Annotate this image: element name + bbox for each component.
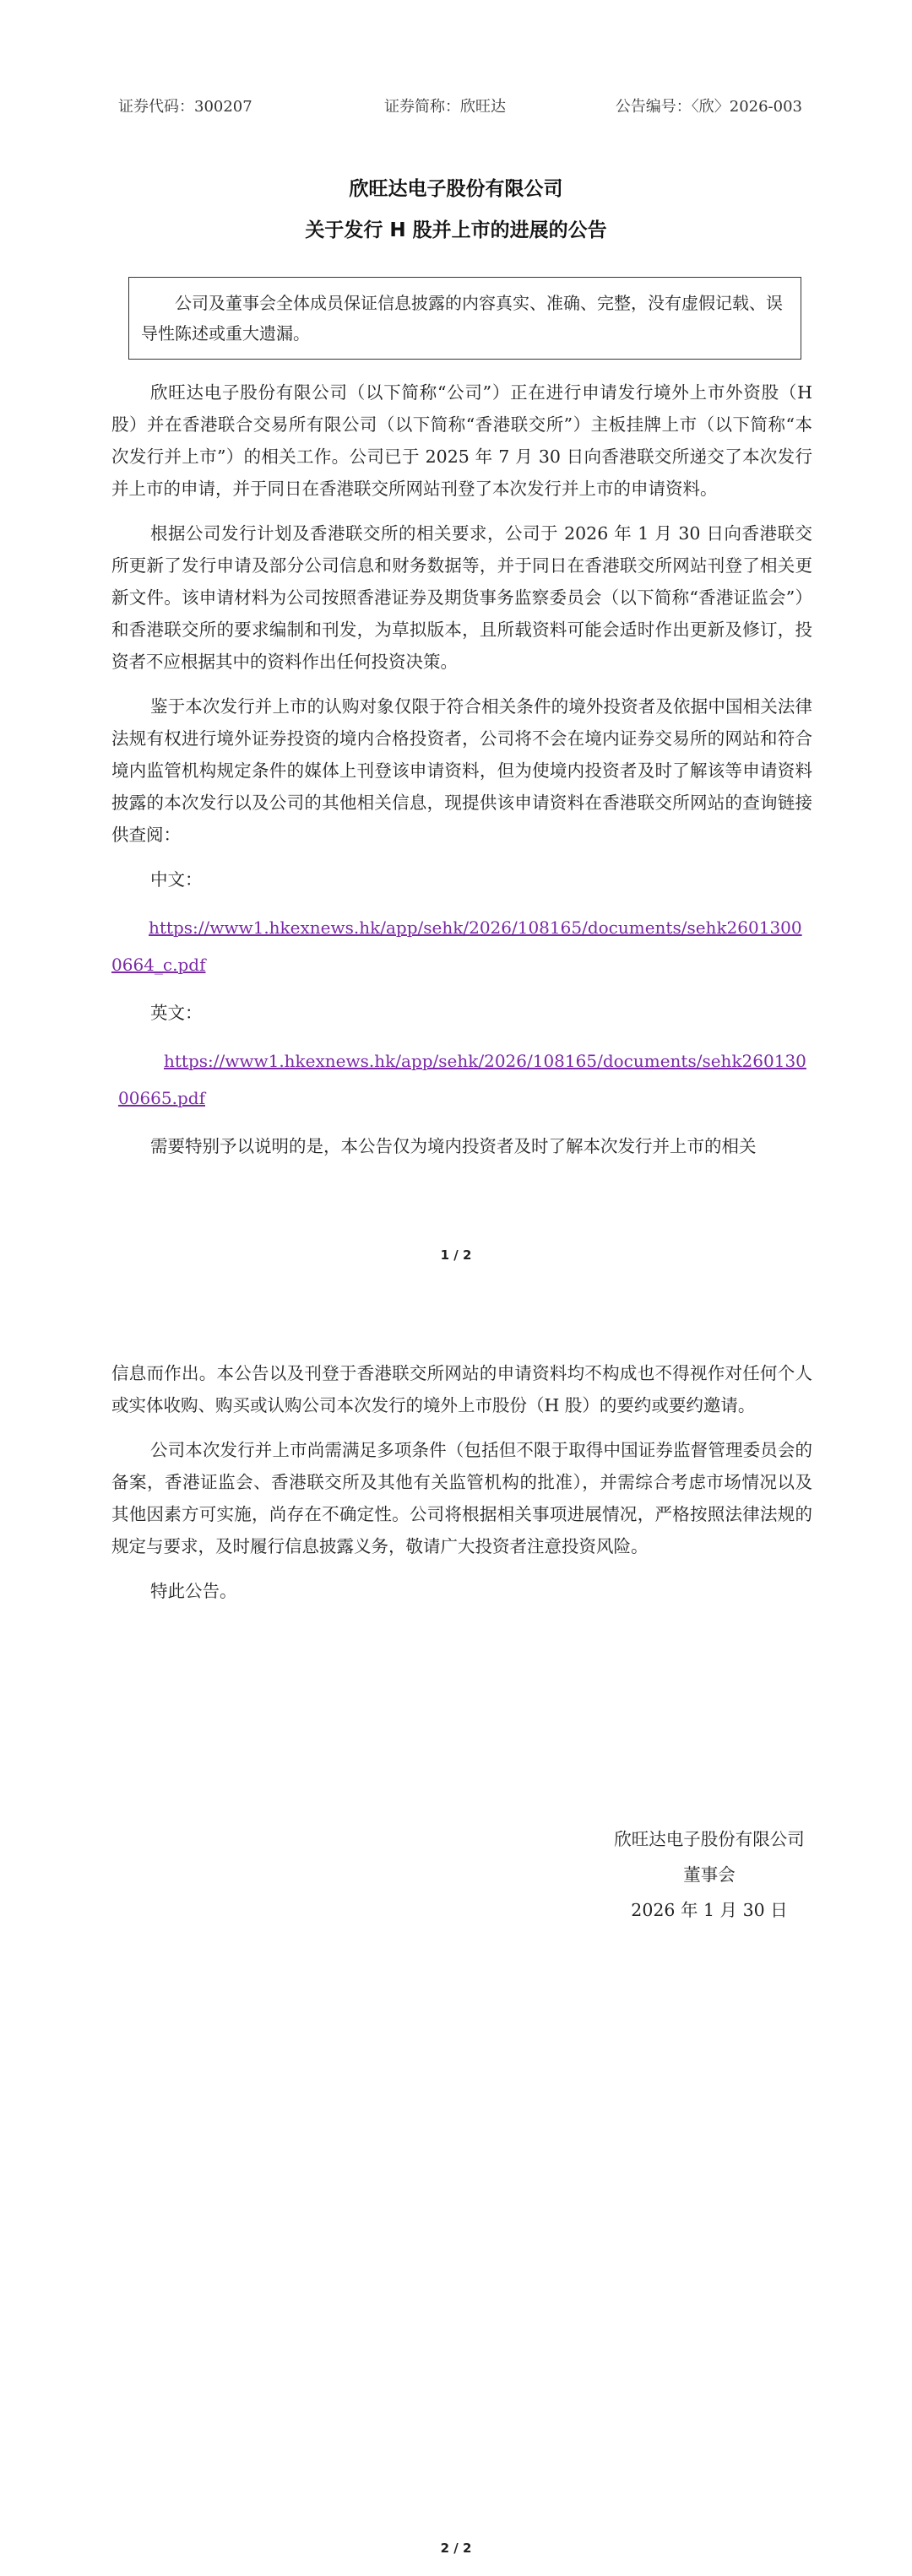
paragraph-update: 根据公司发行计划及香港联交所的相关要求，公司于 2026 年 1 月 30 日向香港联交所更新了发行申请及部分公司信息和财务数据等，并于同日在香港联交所网站刊登了相关更新文件。该申请材料为公司按照香港证券及期货事务监察委员会（以下简称“香港证监会”）和香港联交所的要求编制和刊发，为草拟版本，且所载资料可能会适时作出更新及修订，投资者不应根据其中的资料作出任何投资决策。 bbox=[111, 523, 812, 672]
signature-board: 董事会 bbox=[683, 1864, 736, 1885]
paragraph-query-links: 鉴于本次发行并上市的认购对象仅限于符合相关条件的境外投资者及依据中国相关法律法规有权进行境外证券投资的境内合格投资者，公司将不会在境内证券交易所的网站和符合境内监管机构规定条件的媒体上刊登该申请资料，但为使境内投资者及时了解该等申请资料披露的本次发行以及公司的其他相关信息，现提供该申请资料在香港联交所网站的查询链接供查阅： bbox=[111, 696, 812, 845]
document-page-2 bbox=[0, 1288, 912, 2576]
page-number-1: 1 / 2 bbox=[440, 1247, 472, 1263]
announcement-title: 关于发行 H 股并上市的进展的公告 bbox=[305, 219, 607, 241]
english-document-link[interactable]: https://www1.hkexnews.hk/app/sehk/2026/108165/documents/sehk26013000665.pdf bbox=[118, 1051, 806, 1108]
chinese-label: 中文： bbox=[150, 869, 203, 890]
stock-abbreviation: 证券简称：欣旺达 bbox=[384, 98, 506, 116]
page2-body bbox=[111, 1357, 812, 1620]
paragraph-application: 欣旺达电子股份有限公司（以下简称“公司”）正在进行申请发行境外上市外资股（H 股）并在香港联合交易所有限公司（以下简称“香港联交所”）主板挂牌上市（以下简称“本次发行并上市”）的相关工作。公司已于 2025 年 7 月 30 日向香港联交所递交了本次发行并上市的申请，并于同日在香港联交所网站刊登了本次发行并上市的申请资料。 bbox=[111, 382, 812, 499]
company-title: 欣旺达电子股份有限公司 bbox=[349, 178, 563, 200]
paragraph-conditions: 公司本次发行并上市尚需满足多项条件（包括但不限于取得中国证券监督管理委员会的备案，香港证监会、香港联交所及其他有关监管机构的批准），并需综合考虑市场情况以及其他因素方可实施，尚存在不确定性。公司将根据相关事项进展情况，严格按照法律法规的规定与要求，及时履行信息披露义务，敬请广大投资者注意投资风险。 bbox=[111, 1440, 812, 1556]
page-number-2: 2 / 2 bbox=[440, 2541, 472, 2556]
chinese-document-link[interactable]: https://www1.hkexnews.hk/app/sehk/2026/108165/documents/sehk26013000664_c.pdf bbox=[111, 917, 802, 975]
stock-code: 证券代码：300207 bbox=[118, 98, 252, 116]
document-header bbox=[118, 95, 802, 120]
signature-date: 2026 年 1 月 30 日 bbox=[631, 1900, 788, 1920]
english-label: 英文： bbox=[150, 1003, 203, 1023]
page1-body bbox=[111, 376, 812, 1175]
signature-company: 欣旺达电子股份有限公司 bbox=[614, 1829, 805, 1849]
disclosure-notice-box: 公司及董事会全体成员保证信息披露的内容真实、准确、完整，没有虚假记载、误导性陈述或重大遗漏。 bbox=[128, 277, 801, 360]
paragraph-special-note: 需要特别予以说明的是，本公告仅为境内投资者及时了解本次发行并上市的相关 bbox=[150, 1136, 757, 1156]
closing-statement: 特此公告。 bbox=[150, 1581, 237, 1601]
signature-block bbox=[604, 1821, 815, 1928]
paragraph-continuation: 信息而作出。本公告以及刊登于香港联交所网站的申请资料均不构成也不得视作对任何个人或实体收购、购买或认购公司本次发行的境外上市股份（H 股）的要约或要约邀请。 bbox=[111, 1363, 812, 1415]
announcement-number: 公告编号：〈欣〉2026-003 bbox=[615, 98, 802, 116]
